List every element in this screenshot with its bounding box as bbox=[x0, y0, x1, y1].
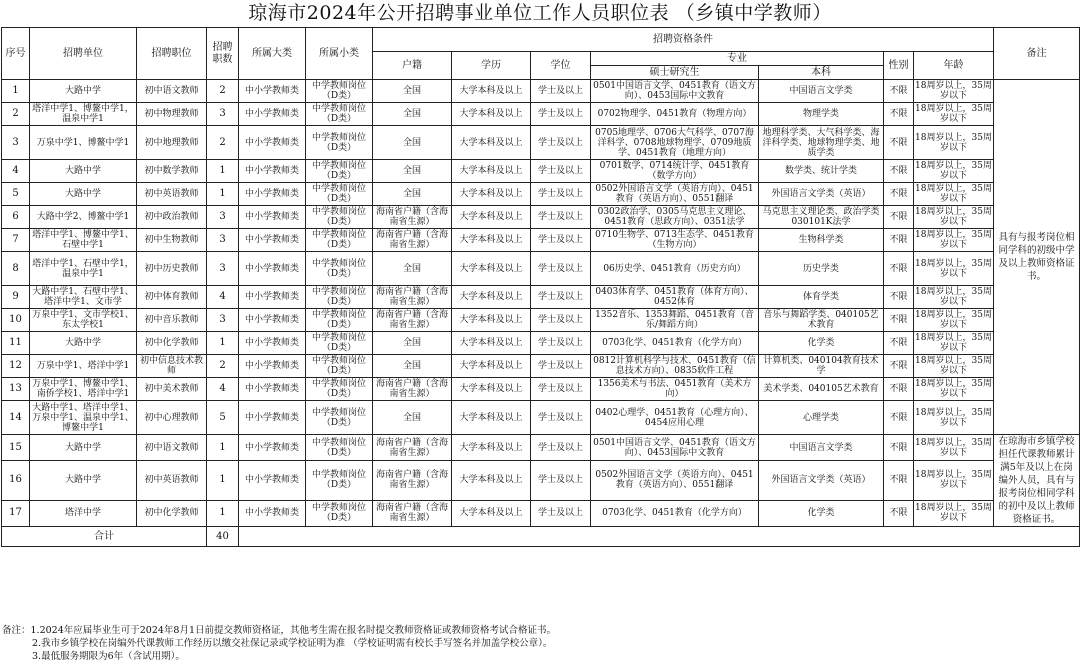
cell-education: 大学本科及以上 bbox=[452, 183, 531, 206]
cell-count: 2 bbox=[207, 126, 239, 160]
cell-gender: 不限 bbox=[884, 126, 914, 160]
cell-seq: 7 bbox=[2, 229, 30, 252]
total-label: 合计 bbox=[2, 527, 207, 547]
footnote-3: 3.最低服务期限为6年（含试用期）。 bbox=[32, 651, 185, 662]
cell-position: 初中化学教师 bbox=[137, 332, 207, 355]
cell-degree: 学士及以上 bbox=[531, 500, 591, 526]
cell-unit: 万泉中学1、博鳌中学1、南侨学校1、塔洋中学1 bbox=[30, 378, 137, 401]
cell-hukou: 海南省户籍（含海南省生源） bbox=[373, 500, 452, 526]
cell-master-major: 0710生物学、0713生态学、0451教育（生物方向） bbox=[591, 229, 759, 252]
header-position: 招聘职位 bbox=[137, 28, 207, 80]
remark-cell: 在琼海市乡镇学校担任代课教师累计满5年及以上在岗编外人员，具有与报考岗位相同学科的初中及以上教师资格证书。 bbox=[994, 435, 1080, 527]
table-row bbox=[2, 103, 1080, 126]
cell-bachelor-major: 生物科学类 bbox=[759, 229, 884, 252]
cell-position: 初中心理教师 bbox=[137, 401, 207, 435]
cell-seq: 4 bbox=[2, 160, 30, 183]
cell-bachelor-major: 美术学类、040105艺术教育 bbox=[759, 378, 884, 401]
table-row bbox=[2, 206, 1080, 229]
cell-minor-category: 中学教师岗位（D类） bbox=[306, 309, 373, 332]
cell-count: 3 bbox=[207, 252, 239, 286]
cell-position: 初中语文教师 bbox=[137, 435, 207, 461]
cell-age: 18周岁以上，35周岁以下 bbox=[915, 81, 992, 101]
cell-age: 18周岁以上，35周岁以下 bbox=[915, 287, 992, 307]
cell-hukou: 海南省户籍（含海南省生源） bbox=[373, 309, 452, 332]
cell-seq: 10 bbox=[2, 309, 30, 332]
cell-gender: 不限 bbox=[884, 461, 914, 500]
cell-master-major: 0703化学、0451教育（化学方向） bbox=[591, 500, 759, 526]
cell-master-major: 0403体育学、0451教育（体育方向）、0452体育 bbox=[591, 286, 759, 309]
cell-gender: 不限 bbox=[884, 206, 914, 229]
cell-minor-category: 中学教师岗位（D类） bbox=[306, 500, 373, 526]
cell-master-major: 0501中国语言文学、0451教育（语文方向）、0453国际中文教育 bbox=[591, 80, 759, 103]
header-remark: 备注 bbox=[994, 28, 1080, 80]
cell-minor-category: 中学教师岗位（D类） bbox=[306, 160, 373, 183]
cell-education: 大学本科及以上 bbox=[452, 103, 531, 126]
cell-major-category: 中小学教师类 bbox=[239, 80, 306, 103]
cell-age: 18周岁以上，35周岁以下 bbox=[915, 333, 992, 353]
cell-position: 初中英语教师 bbox=[137, 461, 207, 500]
cell-degree: 学士及以上 bbox=[531, 206, 591, 229]
cell-master-major: 0702物理学、0451教育（物理方向） bbox=[591, 103, 759, 126]
page-title: 琼海市2024年公开招聘事业单位工作人员职位表 （乡镇中学教师） bbox=[248, 2, 832, 24]
cell-bachelor-major: 地理科学类、大气科学类、海洋科学类、地球物理学类、地质学类 bbox=[759, 126, 884, 160]
table-row bbox=[2, 378, 1080, 401]
table-row bbox=[2, 183, 1080, 206]
cell-education: 大学本科及以上 bbox=[452, 160, 531, 183]
cell-count: 2 bbox=[207, 80, 239, 103]
cell-count: 4 bbox=[207, 286, 239, 309]
table-row bbox=[2, 355, 1080, 378]
header-age: 年龄 bbox=[914, 52, 994, 80]
cell-hukou: 全国 bbox=[373, 355, 452, 378]
cell-education: 大学本科及以上 bbox=[452, 378, 531, 401]
cell-minor-category: 中学教师岗位（D类） bbox=[306, 252, 373, 286]
header-gender: 性别 bbox=[884, 52, 914, 80]
cell-degree: 学士及以上 bbox=[531, 378, 591, 401]
cell-count: 3 bbox=[207, 206, 239, 229]
cell-count: 4 bbox=[207, 378, 239, 401]
footnote-2: 2.我市乡镇学校在岗编外代课教师工作经历以缴交社保记录或学校证明为准 （学校证明需有校长手写签名并加盖学校公章）。 bbox=[32, 638, 553, 649]
cell-education: 大学本科及以上 bbox=[452, 206, 531, 229]
cell-count: 1 bbox=[207, 435, 239, 461]
table-row bbox=[2, 435, 1080, 461]
cell-position: 初中体育教师 bbox=[137, 286, 207, 309]
cell-major-category: 中小学教师类 bbox=[239, 401, 306, 435]
header-hukou: 户籍 bbox=[373, 52, 452, 80]
cell-bachelor-major: 音乐与舞蹈学类、040105艺术教育 bbox=[759, 309, 884, 332]
cell-unit: 大路中学 bbox=[30, 435, 137, 461]
cell-master-major: 0302政治学、0305马克思主义理论、0451教育（思政方向）、0351法学 bbox=[591, 206, 759, 229]
cell-gender: 不限 bbox=[884, 401, 914, 435]
cell-age: 18周岁以上，35周岁以下 bbox=[915, 207, 992, 227]
cell-bachelor-major: 中国语言文学类 bbox=[759, 435, 884, 461]
cell-seq: 9 bbox=[2, 286, 30, 309]
cell-master-major: 0705地理学、0706大气科学、0707海洋科学、0708地球物理学、0709地质学、0451教育（地理方向） bbox=[591, 126, 759, 160]
cell-education: 大学本科及以上 bbox=[452, 286, 531, 309]
cell-unit: 大路中学1、塔洋中学1、万泉中学1、温泉中学1、博鳌中学1 bbox=[30, 401, 137, 435]
cell-position: 初中音乐教师 bbox=[137, 309, 207, 332]
cell-major-category: 中小学教师类 bbox=[239, 229, 306, 252]
cell-master-major: 06历史学、0451教育（历史方向） bbox=[591, 252, 759, 286]
cell-minor-category: 中学教师岗位（D类） bbox=[306, 183, 373, 206]
cell-unit: 大路中学 bbox=[30, 183, 137, 206]
table-row bbox=[2, 229, 1080, 252]
cell-count: 1 bbox=[207, 183, 239, 206]
cell-bachelor-major: 心理学类 bbox=[759, 401, 884, 435]
header-unit: 招聘单位 bbox=[30, 28, 137, 80]
cell-education: 大学本科及以上 bbox=[452, 500, 531, 526]
cell-master-major: 1352音乐、1353舞蹈、0451教育（音乐/舞蹈方向） bbox=[591, 309, 759, 332]
cell-age: 18周岁以上，35周岁以下 bbox=[914, 500, 994, 526]
table-row bbox=[2, 500, 1080, 526]
cell-gender: 不限 bbox=[884, 378, 914, 401]
cell-position: 初中美术教师 bbox=[137, 378, 207, 401]
cell-seq: 12 bbox=[2, 355, 30, 378]
footnote-1: 备注：1.2024年应届毕业生可于2024年8月1日前提交教师资格证，其他考生需在报名时提交教师资格证或教师资格考试合格证书。 bbox=[2, 625, 557, 636]
cell-education: 大学本科及以上 bbox=[452, 80, 531, 103]
cell-gender: 不限 bbox=[884, 435, 914, 461]
cell-count: 5 bbox=[207, 401, 239, 435]
cell-seq: 3 bbox=[2, 126, 30, 160]
cell-major-category: 中小学教师类 bbox=[239, 500, 306, 526]
cell-minor-category: 中学教师岗位（D类） bbox=[306, 103, 373, 126]
cell-education: 大学本科及以上 bbox=[452, 435, 531, 461]
cell-degree: 学士及以上 bbox=[531, 309, 591, 332]
cell-position: 初中化学教师 bbox=[137, 500, 207, 526]
cell-age: 18周岁以上，35周岁以下 bbox=[914, 461, 994, 500]
total-row bbox=[2, 527, 1080, 547]
table-row bbox=[2, 126, 1080, 160]
cell-count: 2 bbox=[207, 355, 239, 378]
cell-bachelor-major: 数学类、统计学类 bbox=[759, 160, 884, 183]
cell-bachelor-major: 外国语言文学类（英语） bbox=[759, 183, 884, 206]
cell-hukou: 全国 bbox=[373, 401, 452, 435]
cell-age: 18周岁以上，35周岁以下 bbox=[914, 252, 994, 286]
cell-degree: 学士及以上 bbox=[531, 355, 591, 378]
cell-position: 初中英语教师 bbox=[137, 183, 207, 206]
remark-cell: 具有与报考岗位相同学科的初级中学及以上教师资格证书。 bbox=[994, 80, 1080, 435]
table-row bbox=[2, 461, 1080, 500]
cell-degree: 学士及以上 bbox=[531, 286, 591, 309]
cell-bachelor-major: 物理学类 bbox=[759, 103, 884, 126]
cell-gender: 不限 bbox=[884, 355, 914, 378]
table-row bbox=[2, 332, 1080, 355]
cell-minor-category: 中学教师岗位（D类） bbox=[306, 332, 373, 355]
cell-seq: 17 bbox=[2, 500, 30, 526]
cell-major-category: 中小学教师类 bbox=[239, 183, 306, 206]
cell-age: 18周岁以上，35周岁以下 bbox=[915, 230, 992, 250]
cell-unit: 塔洋中学 bbox=[30, 500, 137, 526]
cell-degree: 学士及以上 bbox=[531, 80, 591, 103]
cell-seq: 8 bbox=[2, 252, 30, 286]
table-row bbox=[2, 252, 1080, 286]
cell-major-category: 中小学教师类 bbox=[239, 206, 306, 229]
cell-seq: 1 bbox=[2, 80, 30, 103]
cell-unit: 万泉中学1、博鳌中学1 bbox=[30, 126, 137, 160]
cell-gender: 不限 bbox=[884, 160, 914, 183]
cell-seq: 11 bbox=[2, 332, 30, 355]
cell-degree: 学士及以上 bbox=[531, 126, 591, 160]
cell-bachelor-major: 计算机类、040104教育技术学 bbox=[759, 355, 884, 378]
cell-seq: 16 bbox=[2, 461, 30, 500]
cell-bachelor-major: 化学类 bbox=[759, 500, 884, 526]
cell-gender: 不限 bbox=[884, 229, 914, 252]
cell-minor-category: 中学教师岗位（D类） bbox=[306, 378, 373, 401]
cell-age: 18周岁以上，35周岁以下 bbox=[915, 184, 992, 204]
total-filler bbox=[239, 527, 1080, 547]
cell-minor-category: 中学教师岗位（D类） bbox=[306, 206, 373, 229]
cell-seq: 15 bbox=[2, 435, 30, 461]
cell-seq: 14 bbox=[2, 401, 30, 435]
cell-age: 18周岁以上，35周岁以下 bbox=[915, 379, 992, 399]
cell-hukou: 全国 bbox=[373, 80, 452, 103]
cell-unit: 万泉中学1、文市学校1、东太学校1 bbox=[30, 309, 137, 332]
cell-gender: 不限 bbox=[884, 500, 914, 526]
header-seq: 序号 bbox=[2, 28, 30, 80]
cell-unit: 大路中学 bbox=[30, 160, 137, 183]
cell-hukou: 全国 bbox=[373, 183, 452, 206]
cell-position: 初中物理教师 bbox=[137, 103, 207, 126]
cell-unit: 大路中学 bbox=[30, 332, 137, 355]
cell-major-category: 中小学教师类 bbox=[239, 103, 306, 126]
cell-minor-category: 中学教师岗位（D类） bbox=[306, 461, 373, 500]
cell-degree: 学士及以上 bbox=[531, 229, 591, 252]
cell-age: 18周岁以上，35周岁以下 bbox=[914, 435, 994, 461]
cell-bachelor-major: 体育学类 bbox=[759, 286, 884, 309]
cell-count: 1 bbox=[207, 160, 239, 183]
cell-position: 初中语文教师 bbox=[137, 80, 207, 103]
cell-hukou: 全国 bbox=[373, 332, 452, 355]
table-row bbox=[2, 160, 1080, 183]
cell-master-major: 1356美术与书法、0451教育（美术方向） bbox=[591, 378, 759, 401]
cell-degree: 学士及以上 bbox=[531, 435, 591, 461]
header-major-category: 所属大类 bbox=[239, 28, 306, 80]
cell-gender: 不限 bbox=[884, 252, 914, 286]
cell-position: 初中地理教师 bbox=[137, 126, 207, 160]
cell-major-category: 中小学教师类 bbox=[239, 461, 306, 500]
cell-major-category: 中小学教师类 bbox=[239, 126, 306, 160]
header-count: 招聘职数 bbox=[207, 28, 239, 80]
cell-education: 大学本科及以上 bbox=[452, 401, 531, 435]
cell-hukou: 海南省户籍（含海南省生源） bbox=[373, 461, 452, 500]
cell-degree: 学士及以上 bbox=[531, 401, 591, 435]
cell-hukou: 全国 bbox=[373, 103, 452, 126]
header-education: 学历 bbox=[452, 52, 531, 80]
cell-degree: 学士及以上 bbox=[531, 332, 591, 355]
table-row bbox=[2, 286, 1080, 309]
cell-age: 18周岁以上，35周岁以下 bbox=[915, 310, 992, 330]
cell-seq: 13 bbox=[2, 378, 30, 401]
cell-minor-category: 中学教师岗位（D类） bbox=[306, 80, 373, 103]
cell-education: 大学本科及以上 bbox=[452, 252, 531, 286]
cell-education: 大学本科及以上 bbox=[452, 355, 531, 378]
cell-unit: 大路中学 bbox=[30, 80, 137, 103]
cell-gender: 不限 bbox=[884, 80, 914, 103]
header-master: 硕士研究生 bbox=[591, 66, 759, 80]
cell-age: 18周岁以上，35周岁以下 bbox=[915, 161, 992, 181]
cell-unit: 大路中学2、博鳌中学1 bbox=[30, 206, 137, 229]
cell-count: 3 bbox=[207, 103, 239, 126]
cell-major-category: 中小学教师类 bbox=[239, 355, 306, 378]
cell-master-major: 0703化学、0451教育（化学方向） bbox=[591, 332, 759, 355]
cell-degree: 学士及以上 bbox=[531, 183, 591, 206]
cell-master-major: 0402心理学、0451教育（心理方向）、0454应用心理 bbox=[591, 401, 759, 435]
cell-count: 3 bbox=[207, 309, 239, 332]
cell-education: 大学本科及以上 bbox=[452, 126, 531, 160]
cell-master-major: 0701数学、0714统计学、0451教育（数学方向） bbox=[591, 160, 759, 183]
cell-hukou: 海南省户籍（含海南省生源） bbox=[373, 229, 452, 252]
cell-position: 初中历史教师 bbox=[137, 252, 207, 286]
cell-seq: 6 bbox=[2, 206, 30, 229]
total-value: 40 bbox=[207, 527, 239, 547]
cell-minor-category: 中学教师岗位（D类） bbox=[306, 435, 373, 461]
cell-hukou: 全国 bbox=[373, 252, 452, 286]
header-major: 专业 bbox=[591, 52, 884, 66]
table-row bbox=[2, 401, 1080, 435]
positions-table bbox=[1, 27, 1080, 547]
cell-age: 18周岁以上，35周岁以下 bbox=[914, 401, 994, 435]
cell-master-major: 0502外国语言文学（英语方向）、0451教育（英语方向）、0551翻译 bbox=[591, 461, 759, 500]
table-row bbox=[2, 80, 1080, 103]
cell-age: 18周岁以上，35周岁以下 bbox=[915, 104, 992, 124]
header-conditions: 招聘资格条件 bbox=[373, 28, 994, 52]
cell-degree: 学士及以上 bbox=[531, 160, 591, 183]
cell-unit: 塔洋中学1、博鳌中学1、石壁中学1 bbox=[30, 229, 137, 252]
cell-minor-category: 中学教师岗位（D类） bbox=[306, 126, 373, 160]
cell-position: 初中信息技术教师 bbox=[137, 355, 207, 378]
cell-degree: 学士及以上 bbox=[531, 252, 591, 286]
cell-count: 1 bbox=[207, 332, 239, 355]
cell-hukou: 全国 bbox=[373, 160, 452, 183]
cell-count: 3 bbox=[207, 229, 239, 252]
table-row bbox=[2, 309, 1080, 332]
cell-master-major: 0502外国语言文学（英语方向）、0451教育（英语方向）、0551翻译 bbox=[591, 183, 759, 206]
cell-degree: 学士及以上 bbox=[531, 461, 591, 500]
cell-count: 1 bbox=[207, 500, 239, 526]
cell-position: 初中生物教师 bbox=[137, 229, 207, 252]
cell-major-category: 中小学教师类 bbox=[239, 332, 306, 355]
cell-position: 初中政治教师 bbox=[137, 206, 207, 229]
cell-gender: 不限 bbox=[884, 183, 914, 206]
cell-major-category: 中小学教师类 bbox=[239, 252, 306, 286]
cell-bachelor-major: 化学类 bbox=[759, 332, 884, 355]
cell-hukou: 海南省户籍（含海南省生源） bbox=[373, 378, 452, 401]
cell-bachelor-major: 外国语言文学类（英语） bbox=[759, 461, 884, 500]
cell-gender: 不限 bbox=[884, 332, 914, 355]
cell-bachelor-major: 历史学类 bbox=[759, 252, 884, 286]
cell-bachelor-major: 中国语言文学类 bbox=[759, 80, 884, 103]
cell-minor-category: 中学教师岗位（D类） bbox=[306, 401, 373, 435]
cell-minor-category: 中学教师岗位（D类） bbox=[306, 229, 373, 252]
cell-education: 大学本科及以上 bbox=[452, 309, 531, 332]
cell-gender: 不限 bbox=[884, 309, 914, 332]
cell-major-category: 中小学教师类 bbox=[239, 286, 306, 309]
cell-position: 初中数学教师 bbox=[137, 160, 207, 183]
cell-master-major: 0812计算机科学与技术、0451教育（信息技术方向）、0835软件工程 bbox=[591, 355, 759, 378]
cell-minor-category: 中学教师岗位（D类） bbox=[306, 286, 373, 309]
cell-count: 1 bbox=[207, 461, 239, 500]
footnotes bbox=[2, 624, 1078, 663]
cell-seq: 5 bbox=[2, 183, 30, 206]
cell-degree: 学士及以上 bbox=[531, 103, 591, 126]
cell-minor-category: 中学教师岗位（D类） bbox=[306, 355, 373, 378]
cell-master-major: 0501中国语言文学、0451教育（语文方向）、0453国际中文教育 bbox=[591, 435, 759, 461]
cell-hukou: 海南省户籍（含海南省生源） bbox=[373, 286, 452, 309]
cell-age: 18周岁以上，35周岁以下 bbox=[914, 126, 994, 160]
cell-major-category: 中小学教师类 bbox=[239, 378, 306, 401]
cell-major-category: 中小学教师类 bbox=[239, 309, 306, 332]
cell-unit: 大路中学 bbox=[30, 461, 137, 500]
cell-seq: 2 bbox=[2, 103, 30, 126]
cell-unit: 万泉中学1、塔洋中学1 bbox=[30, 355, 137, 378]
cell-hukou: 海南省户籍（含海南省生源） bbox=[373, 206, 452, 229]
cell-education: 大学本科及以上 bbox=[452, 332, 531, 355]
cell-major-category: 中小学教师类 bbox=[239, 435, 306, 461]
cell-bachelor-major: 马克思主义理论类、政治学类030101K法学 bbox=[759, 206, 884, 229]
cell-unit: 塔洋中学1、博鳌中学1，温泉中学1 bbox=[30, 103, 137, 126]
header-degree: 学位 bbox=[531, 52, 591, 80]
cell-education: 大学本科及以上 bbox=[452, 461, 531, 500]
header-bachelor: 本科 bbox=[759, 66, 884, 80]
cell-age: 18周岁以上，35周岁以下 bbox=[915, 356, 992, 376]
cell-hukou: 全国 bbox=[373, 126, 452, 160]
cell-unit: 塔洋中学1、石壁中学1，温泉中学1 bbox=[30, 252, 137, 286]
cell-unit: 大路中学1、石壁中学1、塔洋中学1、文市学 bbox=[30, 286, 137, 309]
header-minor-category: 所属小类 bbox=[306, 28, 373, 80]
cell-hukou: 海南省户籍（含海南省生源） bbox=[373, 435, 452, 461]
cell-major-category: 中小学教师类 bbox=[239, 160, 306, 183]
cell-gender: 不限 bbox=[884, 103, 914, 126]
cell-education: 大学本科及以上 bbox=[452, 229, 531, 252]
cell-gender: 不限 bbox=[884, 286, 914, 309]
